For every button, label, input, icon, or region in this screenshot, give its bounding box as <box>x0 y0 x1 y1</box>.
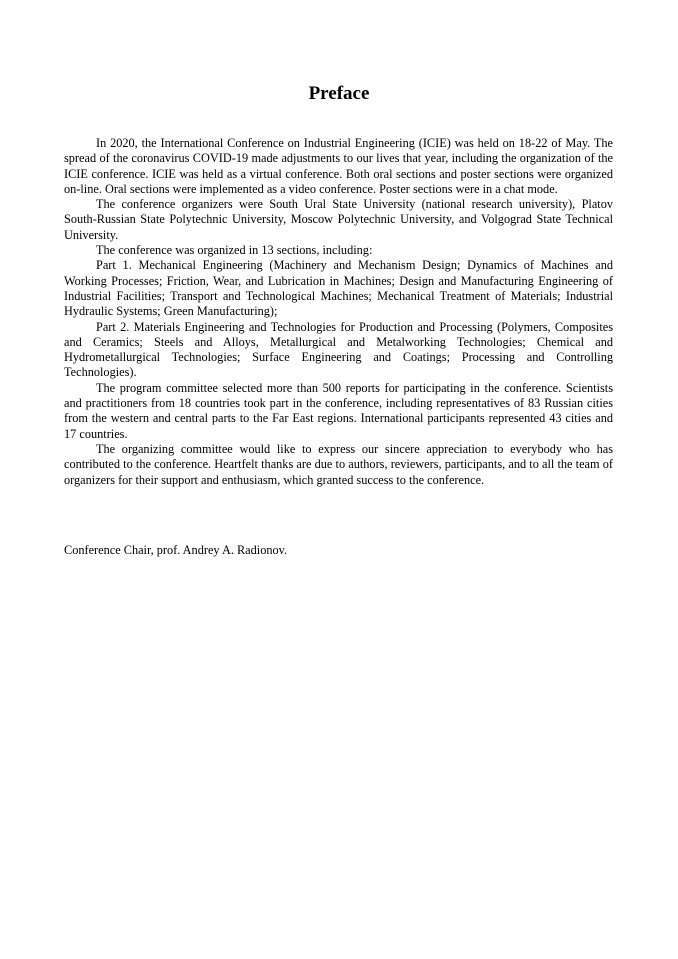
paragraph-sections: The conference was organized in 13 sections, including: <box>96 243 373 258</box>
page-title: Preface <box>308 83 370 104</box>
paragraph-part-1: Part 1. Mechanical Engineering (Machinery and Mechanism Design; Dynamics of Machines and Working Processes; Friction, Wear, and Lubrication in Machines; Design and Manufacturing Engineering of Industrial Facilities; Transport and Technological Machines; Mechanical Treatment of Materials; Industrial Hydraulic Systems; Green Manufacturing); <box>64 258 613 319</box>
signature: Conference Chair, prof. Andrey A. Radionov. <box>64 543 288 557</box>
paragraph-part-2: Part 2. Materials Engineering and Technologies for Production and Processing (Polymers, Composites and Ceramics; Steels and Alloys, Metallurgical and Metalworking Technologies; Chemical and Hydrometallurgical Technologies; Surface Engineering and Coatings; Processing and Controlling Technologies). <box>64 319 613 380</box>
preface-body <box>64 136 613 488</box>
paragraph-organizers: The conference organizers were South Ural State University (national research university), Platov South-Russian State Polytechnic University, Moscow Polytechnic University, and Volgograd State Technical University. <box>64 197 613 242</box>
paragraph-participation: The program committee selected more than 500 reports for participating in the conference. Scientists and practitioners from 18 countries took part in the conference, including representatives of 83 Russian cities from the western and central parts to the Far East regions. International participants represented 43 cities and 17 countries. <box>64 380 613 441</box>
paragraph-intro: In 2020, the International Conference on Industrial Engineering (ICIE) was held on 18-22 of May. The spread of the coronavirus COVID-19 made adjustments to our lives that year, including the organization of the ICIE conference. ICIE was held as a virtual conference. Both oral sections and poster sections were organized on-line. Oral sections were implemented as a video conference. Poster sections were in a chat mode. <box>64 136 613 196</box>
paragraph-thanks: The organizing committee would like to express our sincere appreciation to everybody who has contributed to the conference. Heartfelt thanks are due to authors, reviewers, participants, and to all the team of organizers for their support and enthusiasm, which granted success to the conference. <box>64 441 613 487</box>
